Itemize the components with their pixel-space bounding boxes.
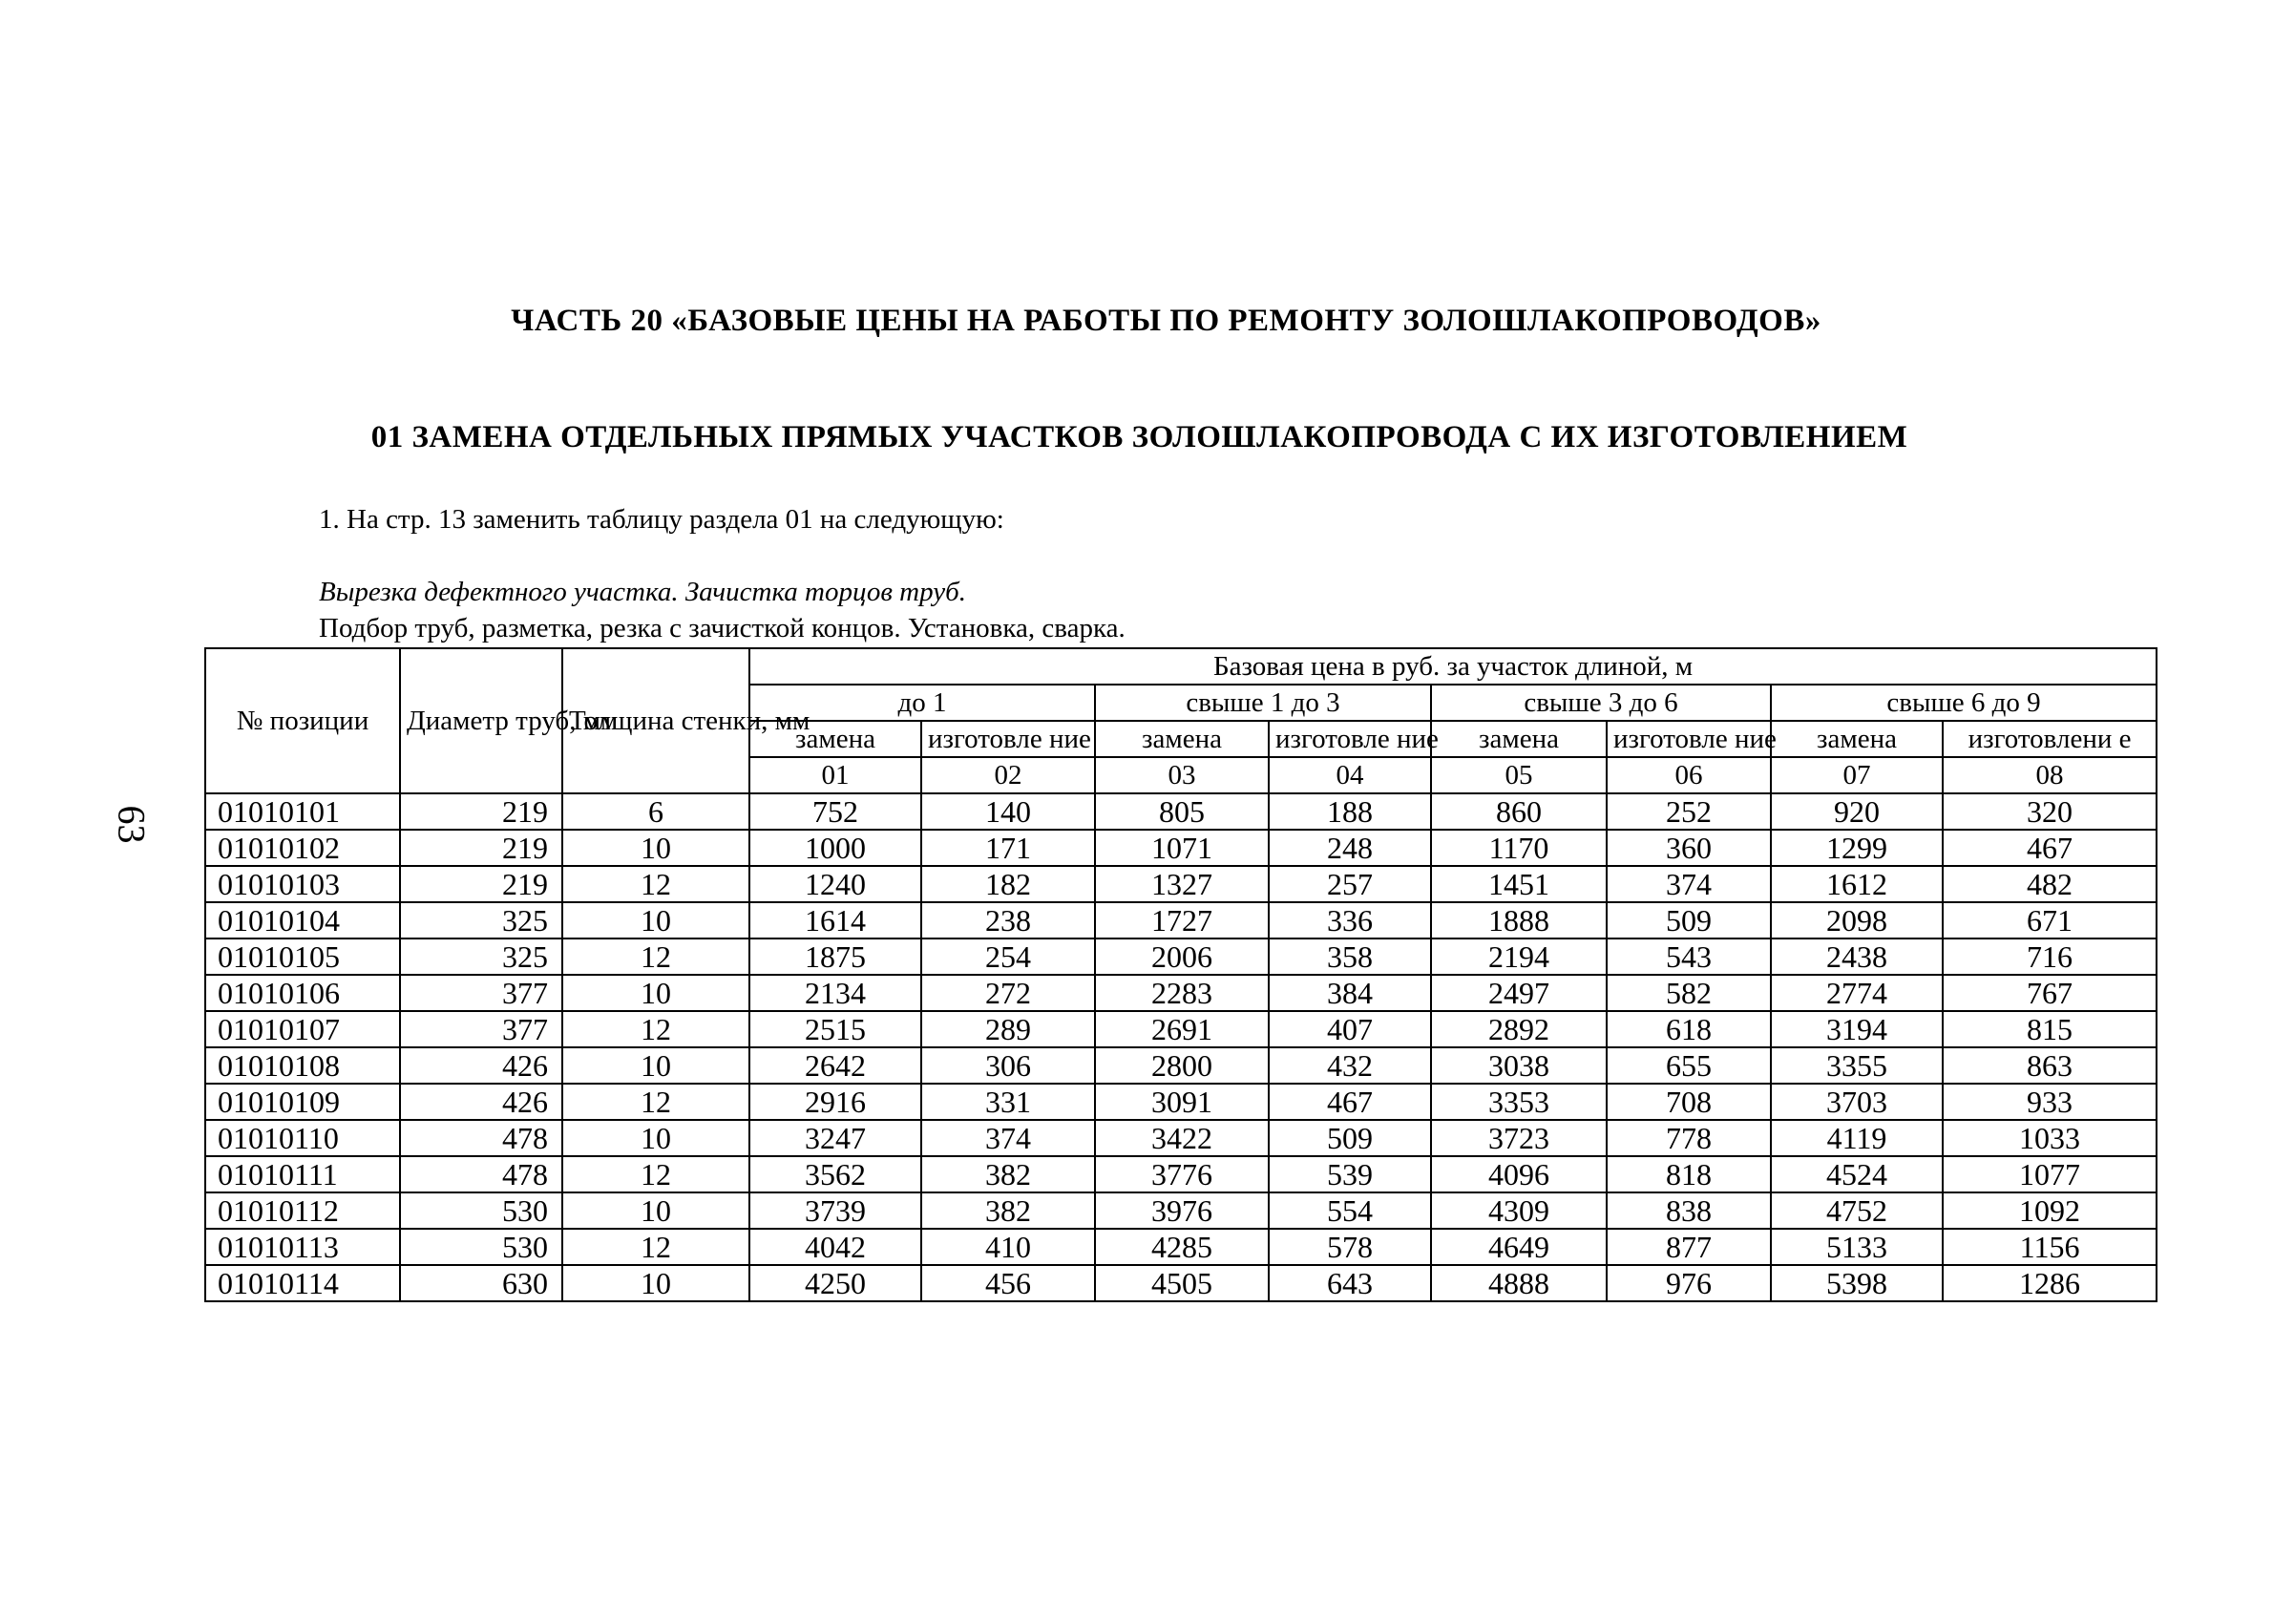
position-number: 01010110 — [205, 1120, 400, 1156]
section-title: 01 ЗАМЕНА ОТДЕЛЬНЫХ ПРЯМЫХ УЧАСТКОВ ЗОЛОШЛАКОПРОВОДА С ИХ ИЗГОТОВЛЕНИЕМ — [370, 420, 1908, 454]
price-cell: 4524 — [1771, 1156, 1943, 1192]
pipe-diameter: 325 — [400, 902, 562, 939]
price-cell: 818 — [1607, 1156, 1771, 1192]
price-cell: 358 — [1269, 939, 1431, 975]
header-manufacture: изготовле ние — [921, 721, 1095, 757]
wall-thickness: 12 — [562, 1156, 749, 1192]
price-cell: 2691 — [1095, 1011, 1269, 1047]
price-cell: 410 — [921, 1229, 1095, 1265]
price-cell: 320 — [1943, 793, 2157, 830]
wall-thickness: 10 — [562, 1192, 749, 1229]
wall-thickness: 10 — [562, 902, 749, 939]
position-number: 01010103 — [205, 866, 400, 902]
table-row — [205, 975, 2157, 1011]
pipe-diameter: 478 — [400, 1120, 562, 1156]
wall-thickness: 10 — [562, 975, 749, 1011]
price-cell: 1170 — [1431, 830, 1607, 866]
price-cell: 863 — [1943, 1047, 2157, 1084]
position-number: 01010104 — [205, 902, 400, 939]
price-cell: 838 — [1607, 1192, 1771, 1229]
table-row — [205, 902, 2157, 939]
table-row — [205, 1156, 2157, 1192]
price-cell: 2283 — [1095, 975, 1269, 1011]
price-cell: 2134 — [749, 975, 921, 1011]
work-description-line-2 — [319, 613, 1126, 644]
price-cell: 171 — [921, 830, 1095, 866]
pipe-diameter: 325 — [400, 939, 562, 975]
price-cell: 1286 — [1943, 1265, 2157, 1301]
table-row — [205, 1265, 2157, 1301]
price-cell: 336 — [1269, 902, 1431, 939]
position-number: 01010101 — [205, 793, 400, 830]
price-cell: 752 — [749, 793, 921, 830]
price-cell: 306 — [921, 1047, 1095, 1084]
column-code: 04 — [1269, 757, 1431, 793]
price-cell: 252 — [1607, 793, 1771, 830]
price-cell: 182 — [921, 866, 1095, 902]
price-cell: 4250 — [749, 1265, 921, 1301]
table-row — [205, 793, 2157, 830]
pipe-diameter: 478 — [400, 1156, 562, 1192]
price-cell: 671 — [1943, 902, 2157, 939]
page-number: 63 — [110, 805, 154, 844]
price-cell: 877 — [1607, 1229, 1771, 1265]
table-row — [205, 939, 2157, 975]
work-line-2-text: Подбор труб, разметка, резка с зачисткой концов. Установка, сварка. — [319, 613, 1126, 643]
pipe-diameter: 530 — [400, 1192, 562, 1229]
price-cell: 3247 — [749, 1120, 921, 1156]
price-cell: 539 — [1269, 1156, 1431, 1192]
position-number: 01010114 — [205, 1265, 400, 1301]
work-description-line-1 — [319, 577, 966, 608]
price-cell: 3723 — [1431, 1120, 1607, 1156]
column-code: 07 — [1771, 757, 1943, 793]
price-cell: 272 — [921, 975, 1095, 1011]
price-cell: 289 — [921, 1011, 1095, 1047]
price-cell: 257 — [1269, 866, 1431, 902]
price-cell: 382 — [921, 1192, 1095, 1229]
price-cell: 2438 — [1771, 939, 1943, 975]
price-cell: 3194 — [1771, 1011, 1943, 1047]
price-cell: 1077 — [1943, 1156, 2157, 1192]
pipe-diameter: 377 — [400, 1011, 562, 1047]
header-replacement: замена — [1771, 721, 1943, 757]
price-cell: 2098 — [1771, 902, 1943, 939]
price-cell: 3355 — [1771, 1047, 1943, 1084]
header-manufacture: изготовле ние — [1269, 721, 1431, 757]
price-cell: 3739 — [749, 1192, 921, 1229]
price-cell: 467 — [1943, 830, 2157, 866]
price-cell: 2800 — [1095, 1047, 1269, 1084]
price-cell: 655 — [1607, 1047, 1771, 1084]
price-cell: 920 — [1771, 793, 1943, 830]
position-number: 01010107 — [205, 1011, 400, 1047]
price-cell: 3091 — [1095, 1084, 1269, 1120]
work-line-1-text: Вырезка дефектного участка. Зачистка торцов труб. — [319, 577, 966, 607]
price-cell: 509 — [1607, 902, 1771, 939]
price-cell: 254 — [921, 939, 1095, 975]
price-cell: 3422 — [1095, 1120, 1269, 1156]
price-cell: 554 — [1269, 1192, 1431, 1229]
price-cell: 1033 — [1943, 1120, 2157, 1156]
instruction-text: 1. На стр. 13 заменить таблицу раздела 01 на следующую: — [319, 504, 1004, 535]
wall-thickness: 12 — [562, 939, 749, 975]
price-cell: 3353 — [1431, 1084, 1607, 1120]
price-cell: 3038 — [1431, 1047, 1607, 1084]
pipe-diameter: 219 — [400, 866, 562, 902]
price-cell: 1614 — [749, 902, 921, 939]
pipe-diameter: 530 — [400, 1229, 562, 1265]
price-cell: 4888 — [1431, 1265, 1607, 1301]
price-cell: 1092 — [1943, 1192, 2157, 1229]
price-cell: 5398 — [1771, 1265, 1943, 1301]
position-number: 01010108 — [205, 1047, 400, 1084]
price-cell: 976 — [1607, 1265, 1771, 1301]
pipe-diameter: 426 — [400, 1047, 562, 1084]
price-cell: 188 — [1269, 793, 1431, 830]
column-code: 03 — [1095, 757, 1269, 793]
position-number: 01010111 — [205, 1156, 400, 1192]
position-number: 01010102 — [205, 830, 400, 866]
price-cell: 1240 — [749, 866, 921, 902]
pipe-diameter: 219 — [400, 830, 562, 866]
column-code: 06 — [1607, 757, 1771, 793]
column-code: 05 — [1431, 757, 1607, 793]
price-cell: 1000 — [749, 830, 921, 866]
price-cell: 4285 — [1095, 1229, 1269, 1265]
price-cell: 2515 — [749, 1011, 921, 1047]
header-range-3: свыше 3 до 6 — [1431, 685, 1771, 721]
price-cell: 618 — [1607, 1011, 1771, 1047]
price-cell: 1327 — [1095, 866, 1269, 902]
header-wall-thickness: Толщина стенки, мм — [562, 648, 749, 793]
position-number: 01010105 — [205, 939, 400, 975]
price-cell: 331 — [921, 1084, 1095, 1120]
pipe-diameter: 426 — [400, 1084, 562, 1120]
table-row — [205, 1011, 2157, 1047]
table-row — [205, 1229, 2157, 1265]
column-code: 01 — [749, 757, 921, 793]
price-cell: 805 — [1095, 793, 1269, 830]
header-manufacture: изготовле ние — [1607, 721, 1771, 757]
header-base-price: Базовая цена в руб. за участок длиной, м — [749, 648, 2157, 685]
price-cell: 482 — [1943, 866, 2157, 902]
price-cell: 815 — [1943, 1011, 2157, 1047]
price-cell: 456 — [921, 1265, 1095, 1301]
price-cell: 5133 — [1771, 1229, 1943, 1265]
price-cell: 933 — [1943, 1084, 2157, 1120]
price-cell: 384 — [1269, 975, 1431, 1011]
wall-thickness: 12 — [562, 1229, 749, 1265]
wall-thickness: 12 — [562, 866, 749, 902]
price-cell: 374 — [1607, 866, 1771, 902]
table-row — [205, 1047, 2157, 1084]
position-number: 01010106 — [205, 975, 400, 1011]
header-replacement: замена — [1431, 721, 1607, 757]
price-cell: 1727 — [1095, 902, 1269, 939]
price-cell: 1612 — [1771, 866, 1943, 902]
wall-thickness: 10 — [562, 1265, 749, 1301]
price-cell: 238 — [921, 902, 1095, 939]
price-cell: 248 — [1269, 830, 1431, 866]
price-cell: 778 — [1607, 1120, 1771, 1156]
wall-thickness: 10 — [562, 830, 749, 866]
price-cell: 3703 — [1771, 1084, 1943, 1120]
price-cell: 3776 — [1095, 1156, 1269, 1192]
table-body — [205, 793, 2157, 1301]
price-cell: 643 — [1269, 1265, 1431, 1301]
header-replacement: замена — [749, 721, 921, 757]
column-code: 08 — [1943, 757, 2157, 793]
price-cell: 767 — [1943, 975, 2157, 1011]
pipe-diameter: 377 — [400, 975, 562, 1011]
price-cell: 509 — [1269, 1120, 1431, 1156]
price-cell: 4505 — [1095, 1265, 1269, 1301]
table-row — [205, 1084, 2157, 1120]
price-cell: 3562 — [749, 1156, 921, 1192]
price-cell: 2774 — [1771, 975, 1943, 1011]
part-title: ЧАСТЬ 20 «БАЗОВЫЕ ЦЕНЫ НА РАБОТЫ ПО РЕМОНТУ ЗОЛОШЛАКОПРОВОДОВ» — [511, 304, 1821, 338]
price-cell: 1071 — [1095, 830, 1269, 866]
price-cell: 360 — [1607, 830, 1771, 866]
price-cell: 582 — [1607, 975, 1771, 1011]
pipe-diameter: 219 — [400, 793, 562, 830]
price-cell: 1888 — [1431, 902, 1607, 939]
price-cell: 407 — [1269, 1011, 1431, 1047]
price-cell: 1299 — [1771, 830, 1943, 866]
price-cell: 578 — [1269, 1229, 1431, 1265]
price-cell: 4042 — [749, 1229, 921, 1265]
position-number: 01010112 — [205, 1192, 400, 1229]
header-range-1: до 1 — [749, 685, 1095, 721]
header-manufacture: изготовлени е — [1943, 721, 2157, 757]
header-diameter: Диаметр труб, мм — [400, 648, 562, 793]
price-cell: 467 — [1269, 1084, 1431, 1120]
price-cell: 2194 — [1431, 939, 1607, 975]
price-cell: 4309 — [1431, 1192, 1607, 1229]
price-cell: 2006 — [1095, 939, 1269, 975]
price-cell: 4649 — [1431, 1229, 1607, 1265]
pipe-diameter: 630 — [400, 1265, 562, 1301]
header-replacement: замена — [1095, 721, 1269, 757]
column-code: 02 — [921, 757, 1095, 793]
wall-thickness: 12 — [562, 1011, 749, 1047]
price-cell: 2916 — [749, 1084, 921, 1120]
price-cell: 716 — [1943, 939, 2157, 975]
table-row — [205, 866, 2157, 902]
table-row — [205, 830, 2157, 866]
price-cell: 1875 — [749, 939, 921, 975]
table-row — [205, 1192, 2157, 1229]
price-cell: 708 — [1607, 1084, 1771, 1120]
price-cell: 4119 — [1771, 1120, 1943, 1156]
price-cell: 140 — [921, 793, 1095, 830]
header-range-4: свыше 6 до 9 — [1771, 685, 2157, 721]
price-cell: 382 — [921, 1156, 1095, 1192]
header-position: № позиции — [205, 648, 400, 793]
wall-thickness: 12 — [562, 1084, 749, 1120]
price-cell: 543 — [1607, 939, 1771, 975]
price-table — [204, 647, 2157, 1302]
price-cell: 4096 — [1431, 1156, 1607, 1192]
price-cell: 4752 — [1771, 1192, 1943, 1229]
position-number: 01010113 — [205, 1229, 400, 1265]
price-cell: 3976 — [1095, 1192, 1269, 1229]
price-cell: 2892 — [1431, 1011, 1607, 1047]
price-cell: 860 — [1431, 793, 1607, 830]
price-cell: 432 — [1269, 1047, 1431, 1084]
wall-thickness: 6 — [562, 793, 749, 830]
table-header — [205, 648, 2157, 793]
table-row — [205, 1120, 2157, 1156]
price-cell: 1156 — [1943, 1229, 2157, 1265]
price-cell: 2497 — [1431, 975, 1607, 1011]
price-cell: 2642 — [749, 1047, 921, 1084]
position-number: 01010109 — [205, 1084, 400, 1120]
wall-thickness: 10 — [562, 1047, 749, 1084]
wall-thickness: 10 — [562, 1120, 749, 1156]
header-range-2: свыше 1 до 3 — [1095, 685, 1431, 721]
price-cell: 1451 — [1431, 866, 1607, 902]
price-cell: 374 — [921, 1120, 1095, 1156]
